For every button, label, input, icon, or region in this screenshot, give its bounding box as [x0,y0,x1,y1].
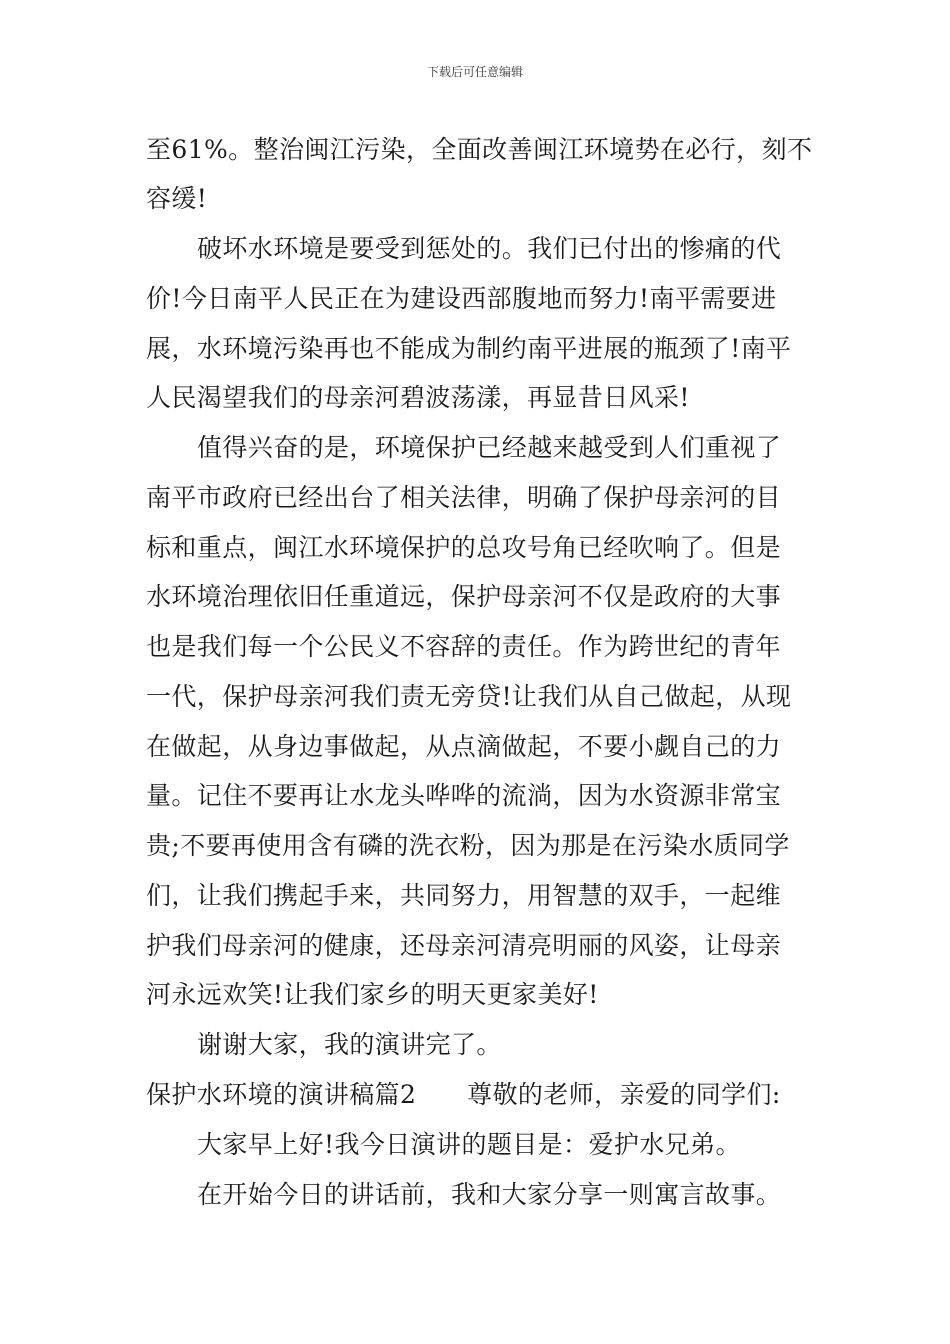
text-line: 南平市政府已经出台了相关法律，明确了保护母亲河的目 [146,483,782,512]
text-line: 谢谢大家，我的演讲完了。 [197,1030,502,1059]
text-line: 护我们母亲河的健康，还母亲河清亮明丽的风姿，让母亲 [146,931,782,960]
page-header: 下载后可任意编辑 [426,65,523,79]
text-line: 量。记住不要再让水龙头哗哗的流淌，因为水资源非常宝 [146,781,782,810]
text-line: 水环境治理依旧任重道远，保护母亲河不仅是政府的大事 [146,582,782,611]
text-line: 大家早上好!我今日演讲的题目是：爱护水兄弟。 [197,1130,741,1159]
text-line: 展，水环境污染再也不能成为制约南平进展的瓶颈了!南平 [146,334,792,363]
text-line: 一代，保护母亲河我们责无旁贷!让我们从自己做起，从现 [146,682,792,711]
text-line: 至61%。整治闽江污染，全面改善闽江环境势在必行，刻不 [146,135,813,164]
text-line: 人民渴望我们的母亲河碧波荡漾，再显昔日风采! [146,383,690,412]
text-line: 值得兴奋的是，环境保护已经越来越受到人们重视了 [197,433,782,462]
text-line: 们，让我们携起手来，共同努力，用智慧的双手，一起维 [146,881,782,910]
text-line: 河永远欢笑!让我们家乡的明天更家美好! [146,980,599,1009]
text-line: 标和重点，闽江水环境保护的总攻号角已经吹响了。但是 [146,533,782,562]
text-line: 在做起，从身边事做起，从点滴做起，不要小觑自己的力 [146,732,782,761]
text-line: 价!今日南平人民正在为建设西部腹地而努力!南平需要进 [146,284,777,313]
section-heading-line: 保护水环境的演讲稿篇2 尊敬的老师，亲爱的同学们: [146,1080,781,1109]
text-line: 贵;不要再使用含有磷的洗衣粉，因为那是在污染水质同学 [146,831,790,860]
text-line: 破坏水环境是要受到惩处的。我们已付出的惨痛的代 [197,234,782,263]
text-line: 在开始今日的讲话前，我和大家分享一则寓言故事。 [197,1180,782,1209]
text-line: 也是我们每一个公民义不容辞的责任。作为跨世纪的青年 [146,632,782,661]
text-line: 容缓! [146,184,208,213]
